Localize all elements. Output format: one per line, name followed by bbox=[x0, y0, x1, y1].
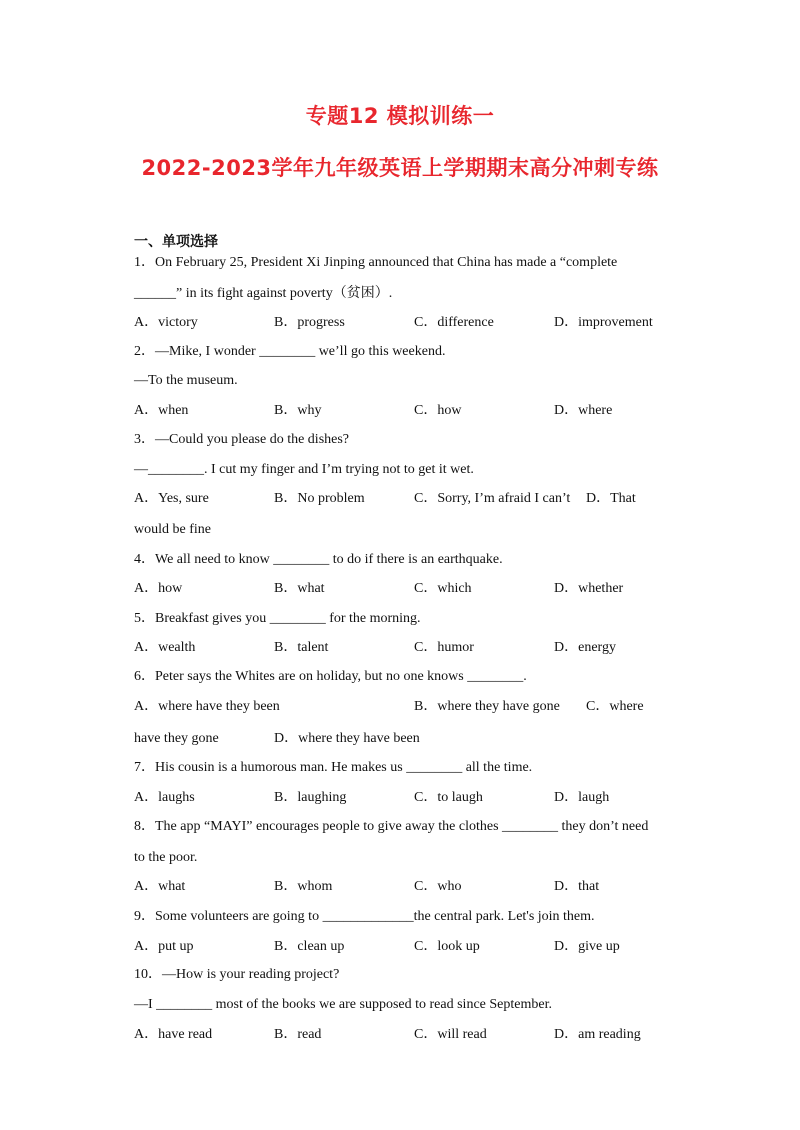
option-d: D．energy bbox=[554, 640, 616, 655]
option-c: C．humor bbox=[414, 640, 474, 655]
question-text: 6．Peter says the Whites are on holiday, but no one knows ________. bbox=[134, 669, 527, 684]
option-b: B．laughing bbox=[274, 790, 347, 805]
option-b: B．talent bbox=[274, 640, 329, 655]
question-text: 7．His cousin is a humorous man. He makes us ________ all the time. bbox=[134, 760, 533, 775]
question-text: —I ________ most of the books we are supposed to read since September. bbox=[134, 997, 552, 1012]
question-text: ______” in its fight against poverty（贫困）. bbox=[134, 286, 393, 301]
option-b: B．No problem bbox=[274, 491, 365, 506]
option-d: D．where they have been bbox=[274, 731, 420, 746]
option-b: B．whom bbox=[274, 879, 333, 894]
option-d: D．give up bbox=[554, 939, 620, 954]
option-d: D．where bbox=[554, 403, 613, 418]
question-text: 10．—How is your reading project? bbox=[134, 967, 340, 982]
option-a: A．victory bbox=[134, 315, 198, 330]
option-d: D．That bbox=[586, 491, 636, 506]
option-d: D．improvement bbox=[554, 315, 653, 330]
question-text: 5．Breakfast gives you ________ for the morning. bbox=[134, 611, 421, 626]
option-a: A．wealth bbox=[134, 640, 196, 655]
option-a: A．how bbox=[134, 581, 183, 596]
option-c: C．difference bbox=[414, 315, 494, 330]
question-text: —________. I cut my finger and I’m trying not to get it wet. bbox=[134, 462, 474, 477]
title-line-1: 专题12 模拟训练一 bbox=[305, 104, 495, 128]
option-c: C．how bbox=[414, 403, 462, 418]
option-a: A．Yes, sure bbox=[134, 491, 209, 506]
option-c: C．which bbox=[414, 581, 472, 596]
question-text: to the poor. bbox=[134, 850, 198, 865]
option-c: C．will read bbox=[414, 1027, 487, 1042]
option-a: A．what bbox=[134, 879, 186, 894]
question-text: 3．—Could you please do the dishes? bbox=[134, 432, 350, 447]
question-text: —To the museum. bbox=[134, 373, 238, 388]
option-b: B．clean up bbox=[274, 939, 345, 954]
option-b: B．where they have gone bbox=[414, 699, 560, 714]
option-c: C．who bbox=[414, 879, 462, 894]
option-c-continued: have they gone bbox=[134, 731, 219, 746]
title-line-2: 2022-2023学年九年级英语上学期期末高分冲刺专练 bbox=[141, 156, 659, 180]
option-d-continued: would be fine bbox=[134, 522, 211, 537]
option-c: C．Sorry, I’m afraid I can’t bbox=[414, 491, 571, 506]
option-c: C．look up bbox=[414, 939, 480, 954]
question-text: 1．On February 25, President Xi Jinping announced that China has made a “complete bbox=[134, 255, 618, 270]
option-d: D．am reading bbox=[554, 1027, 641, 1042]
option-a: A．laughs bbox=[134, 790, 195, 805]
question-text: 8．The app “MAYI” encourages people to give away the clothes ________ they don’t need bbox=[134, 819, 649, 834]
section-heading: 一、单项选择 bbox=[134, 234, 218, 250]
question-text: 9．Some volunteers are going to _____________the central park. Let's join them. bbox=[134, 909, 595, 924]
question-text: 2．—Mike, I wonder ________ we’ll go this weekend. bbox=[134, 344, 446, 359]
option-c: C．to laugh bbox=[414, 790, 483, 805]
option-b: B．read bbox=[274, 1027, 322, 1042]
option-d: D．that bbox=[554, 879, 600, 894]
option-a: A．where have they been bbox=[134, 699, 280, 714]
option-b: B．progress bbox=[274, 315, 345, 330]
question-text: 4．We all need to know ________ to do if there is an earthquake. bbox=[134, 552, 503, 567]
option-a: A．have read bbox=[134, 1027, 213, 1042]
option-c: C．where bbox=[586, 699, 644, 714]
option-a: A．put up bbox=[134, 939, 194, 954]
option-b: B．what bbox=[274, 581, 325, 596]
option-d: D．laugh bbox=[554, 790, 610, 805]
option-d: D．whether bbox=[554, 581, 624, 596]
option-a: A．when bbox=[134, 403, 189, 418]
option-b: B．why bbox=[274, 403, 322, 418]
